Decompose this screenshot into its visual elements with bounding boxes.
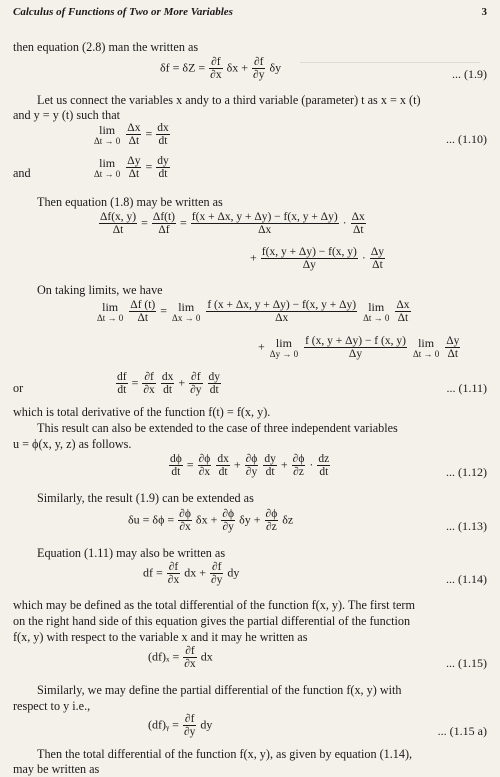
- denominator: ∂x: [167, 574, 180, 586]
- equation-1-8-expanded: [98, 211, 367, 236]
- text-line-13: f(x, y) with respect to the variable x and it may he written as: [13, 630, 308, 644]
- eq-term: δy: [269, 60, 282, 75]
- equation-number-1-12: ... (1.12): [446, 465, 487, 479]
- equation-1-10: [92, 122, 171, 147]
- denominator: Δy: [348, 348, 363, 360]
- limit: [94, 157, 120, 179]
- running-header: [13, 6, 487, 22]
- eq-sign: =: [160, 303, 168, 318]
- denominator: dt: [319, 466, 329, 478]
- eq-sign: =: [145, 159, 153, 174]
- text-line-7: This result can also be extended to the case of three independent variables: [37, 421, 398, 435]
- fraction: [99, 211, 137, 236]
- denominator: ∂y: [253, 69, 265, 81]
- equation-limits-1: [95, 299, 412, 324]
- denominator: ∂z: [293, 466, 304, 478]
- text-line-11: which may be defined as the total differential of the function f(x, y). The first term: [13, 598, 415, 612]
- denominator: Δt: [352, 224, 364, 236]
- eq-term: dy: [227, 565, 240, 580]
- numerator: Δy: [370, 246, 385, 258]
- text-line-2: Let us connect the variables x andy to a third variable (parameter) t as x = x (t): [37, 93, 421, 107]
- equation-number-1-9: ... (1.9): [452, 67, 487, 81]
- equation-number-1-11: ... (1.11): [446, 381, 487, 395]
- eq-lhs: (df)ₓ =: [148, 649, 180, 664]
- fraction: [161, 371, 175, 396]
- eq-dot: ·: [309, 457, 314, 472]
- numerator: Δx: [127, 122, 141, 134]
- fraction: [317, 453, 330, 478]
- lim-sub: Δy → 0: [269, 348, 299, 359]
- fraction: [261, 246, 358, 271]
- numerator: ∂ϕ: [198, 453, 211, 465]
- eq-sign: =: [145, 126, 153, 141]
- text-line-5: On taking limits, we have: [37, 283, 163, 297]
- lim-sub: Δx → 0: [172, 312, 201, 323]
- denominator: Δf: [158, 224, 170, 236]
- fraction: [216, 453, 230, 478]
- lim-sub: Δt → 0: [412, 348, 440, 359]
- numerator: ∂ϕ: [179, 508, 191, 520]
- numerator: ∂f: [211, 561, 222, 573]
- text-line-4: Then equation (1.8) may be written as: [37, 195, 223, 209]
- eq-lhs: δu = δϕ =: [128, 512, 175, 527]
- denominator: ∂x: [198, 466, 211, 478]
- eq-term: dy: [200, 717, 213, 732]
- lim-sub: Δt → 0: [363, 312, 390, 323]
- eq-lhs: df =: [143, 565, 163, 580]
- denominator: ∂x: [210, 69, 222, 81]
- eq-dot: ·: [342, 215, 347, 230]
- fraction: [156, 155, 170, 180]
- fraction: [292, 453, 306, 478]
- fraction: [304, 335, 407, 360]
- text-line-14: Similarly, we may define the partial differential of the function f(x, y) with: [37, 683, 402, 697]
- fraction: [265, 508, 279, 533]
- equation-1-10-b: [92, 155, 171, 180]
- eq-sign: =: [186, 457, 194, 472]
- fraction: [210, 561, 223, 586]
- lim-text: lim: [102, 299, 119, 314]
- fraction: [198, 453, 212, 478]
- text-line-16: Then the total differential of the function f(x, y), as given by equation (1.14),: [37, 747, 413, 761]
- denominator: ∂y: [222, 521, 234, 533]
- numerator: Δx: [396, 299, 410, 311]
- numerator: f (x + Δx, y + Δy) − f(x, y + Δy): [207, 299, 357, 311]
- equation-number-1-13: ... (1.13): [446, 519, 487, 533]
- equation-1-11: [115, 371, 222, 396]
- denominator: dt: [158, 168, 168, 180]
- eq-sign: =: [180, 215, 187, 230]
- numerator: f(x, y + Δy) − f(x, y): [261, 246, 357, 258]
- denominator: ∂y: [183, 726, 196, 738]
- fraction: [156, 122, 170, 147]
- lim-sub: Δt → 0: [94, 135, 121, 146]
- numerator: ∂ϕ: [292, 453, 305, 465]
- denominator: Δt: [112, 224, 124, 236]
- eq-sign: =: [131, 375, 139, 390]
- numerator: ∂ϕ: [265, 508, 278, 520]
- equation-1-8-second-term: [250, 246, 386, 271]
- eq-term: δy +: [239, 512, 261, 527]
- numerator: dy: [157, 155, 169, 167]
- eq-term: dx +: [184, 565, 206, 580]
- equation-number-1-10: ... (1.10): [446, 132, 487, 146]
- text-line-12: on the right hand side of this equation gives the partial differential of the function: [13, 614, 411, 628]
- denominator: dt: [117, 384, 127, 396]
- text-line-3: and y = y (t) such that: [13, 108, 121, 122]
- equation-1-14: [143, 561, 239, 586]
- numerator: Δx: [351, 211, 365, 223]
- denominator: Δt: [447, 348, 459, 360]
- denominator: ∂y: [210, 574, 223, 586]
- text-line-8: u = ϕ(x, y, z) as follows.: [13, 437, 132, 451]
- fraction: [142, 371, 155, 396]
- lim-text: lim: [99, 122, 116, 137]
- denominator: Δt: [128, 135, 140, 147]
- numerator: f(x + Δx, y + Δy) − f(x, y + Δy): [191, 211, 338, 223]
- running-title: Calculus of Functions of Two or More Variables: [13, 6, 233, 18]
- fraction: [208, 371, 222, 396]
- fraction: [191, 211, 339, 236]
- numerator: ∂f: [253, 56, 264, 68]
- fraction: [351, 211, 366, 236]
- fraction: [209, 56, 222, 81]
- equation-number-1-15: ... (1.15): [446, 656, 487, 670]
- denominator: ∂x: [143, 384, 155, 396]
- limit: [172, 301, 200, 323]
- fraction: [245, 453, 259, 478]
- fraction: [221, 508, 235, 533]
- limit: [270, 337, 298, 359]
- denominator: Δy: [302, 259, 316, 271]
- numerator: ∂f: [185, 645, 195, 657]
- denominator: ∂x: [179, 521, 191, 533]
- fraction: [370, 246, 385, 271]
- fraction: [126, 155, 141, 180]
- fraction: [129, 299, 156, 324]
- text-line-15: respect to y i.e.,: [13, 699, 91, 713]
- numerator: ∂ϕ: [222, 508, 235, 520]
- fraction: [445, 335, 460, 360]
- fraction: [252, 56, 265, 81]
- equation-limits-2: [258, 335, 461, 360]
- numerator: f (x, y + Δy) − f (x, y): [305, 335, 406, 347]
- limit: [97, 301, 123, 323]
- numerator: ∂f: [168, 561, 179, 573]
- eq-lhs: δf = δZ =: [160, 60, 206, 75]
- numerator: dx: [157, 122, 169, 134]
- limit: [413, 337, 439, 359]
- denominator: dt: [163, 384, 173, 396]
- denominator: Δt: [372, 259, 383, 271]
- equation-1-13: [128, 508, 293, 533]
- numerator: ∂f: [184, 713, 195, 725]
- limit: [363, 301, 389, 323]
- lim-text: lim: [178, 299, 195, 314]
- limit: [94, 124, 120, 146]
- denominator: ∂y: [190, 384, 202, 396]
- equation-1-15a: [148, 713, 212, 738]
- fraction: [167, 561, 180, 586]
- fraction: [169, 453, 183, 478]
- lim-text: lim: [368, 299, 385, 314]
- denominator: Δx: [258, 224, 272, 236]
- numerator: Δy: [446, 335, 460, 347]
- eq-term: δx +: [195, 512, 218, 527]
- fraction: [206, 299, 357, 324]
- text-line-1: then equation (2.8) man the written as: [13, 40, 199, 54]
- denominator: ∂y: [245, 466, 258, 478]
- equation-1-9: [160, 56, 281, 81]
- lim-text: lim: [99, 155, 116, 170]
- denominator: Δt: [137, 312, 149, 324]
- equation-1-15: [148, 645, 213, 670]
- eq-sign: =: [141, 215, 148, 230]
- eq-plus: +: [250, 250, 257, 265]
- fraction: [183, 713, 196, 738]
- denominator: dt: [158, 135, 168, 147]
- denominator: dt: [265, 466, 275, 478]
- text-or: or: [13, 381, 24, 395]
- text-line-9: Similarly, the result (1.9) can be extended as: [37, 491, 254, 505]
- fraction: [116, 371, 128, 396]
- denominator: dt: [209, 384, 219, 396]
- fraction: [178, 508, 192, 533]
- equation-number-1-15a: ... (1.15 a): [437, 724, 487, 738]
- eq-plus: +: [233, 457, 241, 472]
- fraction: [183, 645, 196, 670]
- numerator: Δf(t): [152, 211, 176, 223]
- denominator: ∂x: [184, 658, 196, 670]
- equation-1-12: [168, 453, 331, 478]
- numerator: Δf(x, y): [100, 211, 137, 223]
- numerator: dz: [318, 453, 330, 465]
- numerator: dy: [208, 371, 221, 383]
- numerator: df: [117, 371, 127, 383]
- text-line-10: Equation (1.11) may also be written as: [37, 546, 226, 560]
- eq-term: δx +: [226, 60, 249, 75]
- fraction: [395, 299, 410, 324]
- lim-text: lim: [418, 335, 435, 350]
- text-line-17: may be written as: [13, 762, 100, 776]
- numerator: ∂ϕ: [245, 453, 258, 465]
- lim-sub: Δt → 0: [97, 312, 124, 323]
- bleed-through-decoration: [300, 62, 480, 63]
- numerator: Δy: [127, 155, 141, 167]
- eq-term: dx: [200, 649, 213, 664]
- lim-text: lim: [275, 335, 292, 350]
- eq-term: δz: [282, 512, 294, 527]
- numerator: dϕ: [170, 453, 182, 465]
- eq-plus: +: [280, 457, 288, 472]
- fraction: [126, 122, 141, 147]
- eq-plus: +: [178, 375, 186, 390]
- denominator: dt: [218, 466, 228, 478]
- fraction: [263, 453, 277, 478]
- denominator: Δx: [275, 312, 289, 324]
- page-number: 3: [481, 6, 487, 18]
- denominator: dt: [171, 466, 181, 478]
- text-line-6: which is total derivative of the function f(t) = f(x, y).: [13, 405, 271, 419]
- fraction: [189, 371, 202, 396]
- numerator: Δf (t): [130, 299, 156, 311]
- numerator: dy: [264, 453, 276, 465]
- text-and-1: and: [13, 166, 31, 180]
- fraction: [152, 211, 176, 236]
- eq-dot: ·: [361, 250, 366, 265]
- denominator: Δt: [128, 168, 140, 180]
- denominator: Δt: [397, 312, 409, 324]
- numerator: dx: [217, 453, 229, 465]
- eq-plus: +: [258, 339, 265, 354]
- numerator: ∂f: [144, 371, 154, 383]
- denominator: ∂z: [265, 521, 277, 533]
- lim-sub: Δt → 0: [94, 168, 121, 179]
- equation-number-1-14: ... (1.14): [446, 572, 487, 586]
- numerator: ∂f: [191, 371, 201, 383]
- eq-lhs: (df)ᵧ =: [148, 717, 179, 732]
- numerator: ∂f: [211, 56, 221, 68]
- numerator: dx: [161, 371, 174, 383]
